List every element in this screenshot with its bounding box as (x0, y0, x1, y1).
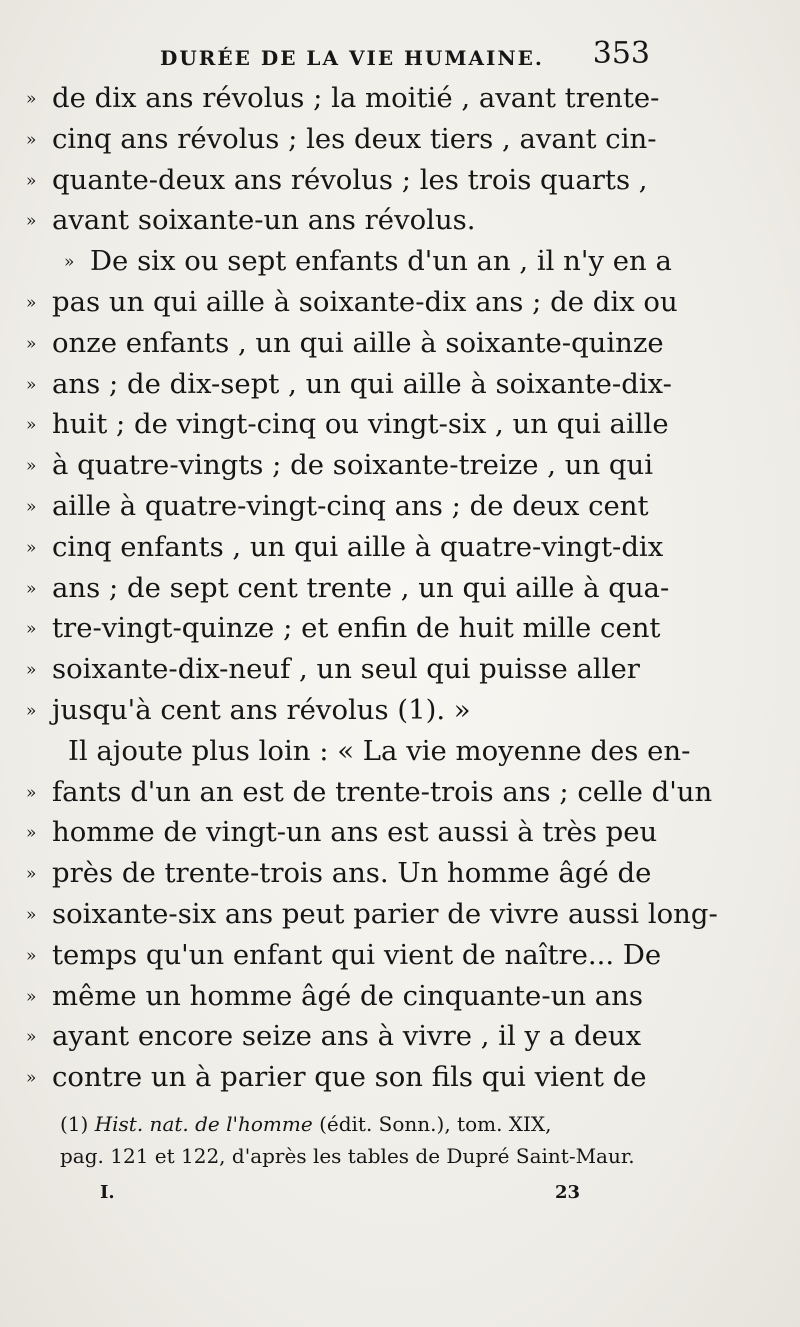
quote-mark: » (26, 864, 37, 885)
line-text: onze enfants , un qui aille à soixante-quinze (52, 326, 664, 359)
footnote-line (60, 1108, 650, 1140)
line-text: homme de vingt-un ans est aussi à très peu (52, 816, 658, 849)
text-line (26, 282, 678, 323)
quote-mark: » (26, 782, 37, 803)
text-line (26, 608, 661, 649)
volume-mark: I. (100, 1182, 115, 1203)
quote-mark: » (26, 986, 37, 1007)
text-line (26, 78, 660, 119)
line-text: soixante-dix-neuf , un seul qui puisse aller (52, 653, 640, 686)
quote-mark: » (26, 170, 37, 191)
quote-mark: » (26, 537, 37, 558)
footnote-line (60, 1140, 650, 1172)
line-text: quante-deux ans révolus ; les trois quarts , (52, 163, 648, 196)
line-text: De six ou sept enfants d'un an , il n'y en a (90, 245, 672, 278)
page-number: 353 (592, 36, 650, 71)
quote-mark: » (26, 292, 37, 313)
quote-mark: » (26, 211, 37, 232)
text-line (26, 323, 664, 364)
line-text: pas un qui aille à soixante-dix ans ; de dix ou (52, 285, 678, 318)
running-title: DURÉE DE LA VIE HUMAINE. (160, 46, 544, 70)
quote-mark: » (26, 129, 37, 150)
quote-mark: » (26, 619, 37, 640)
text-line (26, 976, 656, 1017)
text-line (26, 894, 718, 935)
quote-mark: » (26, 415, 37, 436)
text-line (26, 200, 656, 241)
body-text (26, 78, 718, 1098)
line-text: ans ; de sept cent trente , un qui aille à qua- (52, 571, 670, 604)
text-line (26, 568, 670, 609)
quote-mark: » (26, 333, 37, 354)
text-line (26, 241, 672, 282)
line-text: tre-vingt-quinze ; et enfin de huit mille cent (52, 612, 661, 645)
quote-mark: » (26, 496, 37, 517)
line-text: à quatre-vingts ; de soixante-treize , un qui (52, 449, 654, 482)
line-text: avant soixante-un ans révolus. (52, 204, 476, 237)
quote-mark: » (26, 1068, 37, 1089)
line-text: aille à quatre-vingt-cinq ans ; de deux cent (52, 489, 649, 522)
text-line (26, 486, 656, 527)
text-line (26, 119, 656, 160)
text-line (26, 649, 656, 690)
quote-mark: » (26, 823, 37, 844)
line-text: cinq enfants , un qui aille à quatre-vingt-dix (52, 530, 664, 563)
footnote-mark: (1) (60, 1112, 89, 1136)
line-text: fants d'un an est de trente-trois ans ; celle d'un (52, 775, 713, 808)
line-text: près de trente-trois ans. Un homme âgé de (52, 857, 652, 890)
line-text: cinq ans révolus ; les deux tiers , avant cin- (52, 122, 657, 155)
text-line (26, 935, 662, 976)
line-text: contre un à parier que son fils qui vient de (52, 1061, 647, 1094)
footnote-source-title: Hist. nat. de l'homme (94, 1112, 313, 1136)
text-line (26, 772, 713, 813)
line-text: Il ajoute plus loin : « La vie moyenne des en- (68, 734, 691, 767)
quote-mark: » (64, 252, 75, 273)
quote-mark: » (26, 374, 37, 395)
quote-mark: » (26, 456, 37, 477)
running-head (150, 36, 650, 76)
text-line (26, 527, 664, 568)
footnote-source-pages: pag. 121 et 122, d'après les tables de Dupré Saint-Maur. (60, 1144, 635, 1168)
line-text: soixante-six ans peut parier de vivre aussi long- (52, 897, 718, 930)
text-line (26, 812, 656, 853)
line-text: huit ; de vingt-cinq ou vingt-six , un qui aille (52, 408, 669, 441)
quote-mark: » (26, 700, 37, 721)
footnote-source-details: (édit. Sonn.), tom. XIX, (319, 1112, 552, 1136)
text-line (26, 364, 672, 405)
gathering-signature: 23 (554, 1182, 580, 1203)
quote-mark: » (26, 89, 37, 109)
line-text: ans ; de dix-sept , un qui aille à soixante-dix- (52, 367, 672, 400)
quote-mark: » (26, 1027, 37, 1048)
text-line (26, 445, 656, 486)
line-text: même un homme âgé de cinquante-un ans (52, 979, 644, 1012)
text-line (26, 1016, 656, 1057)
text-line (26, 853, 656, 894)
line-text: jusqu'à cent ans révolus (1). » (52, 693, 471, 726)
footnotes (60, 1108, 650, 1172)
line-text: de dix ans révolus ; la moitié , avant trente- (52, 82, 660, 114)
text-line (26, 404, 669, 445)
text-line (26, 160, 656, 201)
signature-line (100, 1182, 580, 1212)
line-text: ayant encore seize ans à vivre , il y a deux (52, 1020, 642, 1053)
quote-mark: » (26, 660, 37, 681)
text-line (26, 690, 656, 731)
quote-mark: » (26, 578, 37, 599)
text-line (26, 1057, 656, 1098)
line-text: temps qu'un enfant qui vient de naître... De (52, 938, 662, 971)
text-line (26, 731, 691, 772)
quote-mark: » (26, 904, 37, 925)
quote-mark: » (26, 945, 37, 966)
